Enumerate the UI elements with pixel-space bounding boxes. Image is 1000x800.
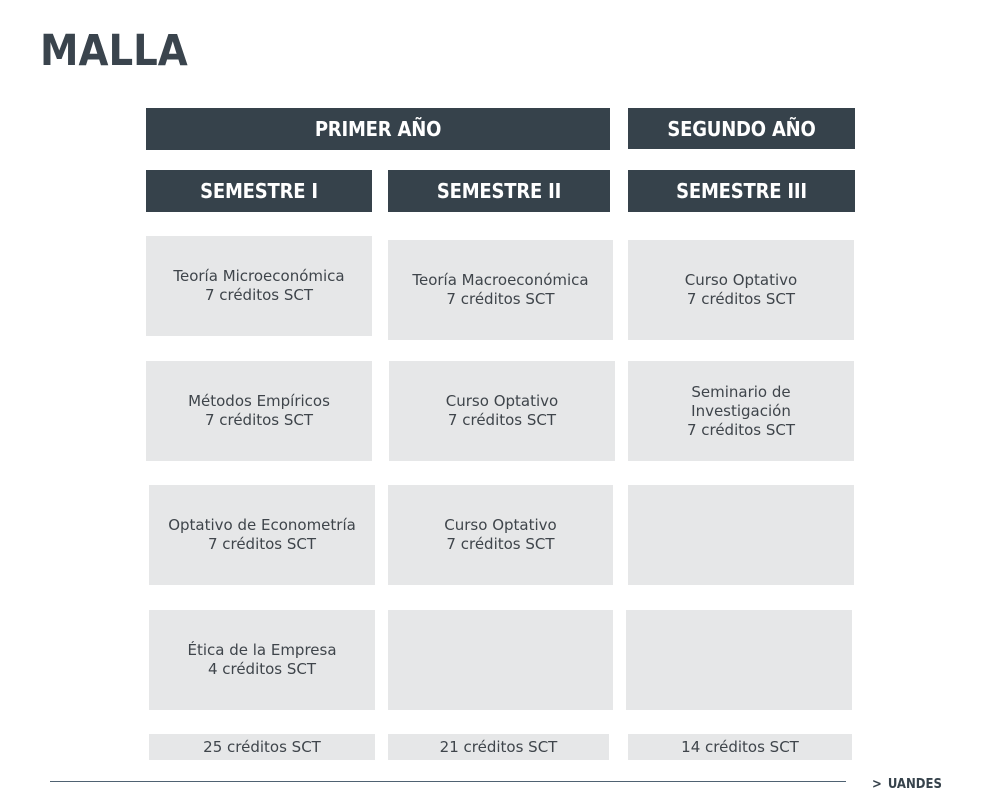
course-name: Curso Optativo <box>445 392 559 410</box>
page-title: MALLA <box>40 26 188 76</box>
course-text <box>687 383 795 440</box>
course-cell-empty <box>626 610 852 710</box>
semester-3-total: 14 créditos SCT <box>628 734 852 760</box>
course-credits: 7 créditos SCT <box>686 420 796 439</box>
course-cell <box>149 485 375 585</box>
course-name: Ética de la Empresa <box>187 641 337 659</box>
chevron-right-icon: > <box>872 776 882 792</box>
semester-1-total: 25 créditos SCT <box>149 734 375 760</box>
uandes-logo <box>872 775 942 793</box>
course-cell <box>628 240 854 340</box>
course-cell-empty <box>388 610 613 710</box>
course-text <box>685 271 797 309</box>
course-text <box>188 392 330 430</box>
course-text <box>412 271 588 309</box>
course-text <box>168 516 356 554</box>
first-year-header: PRIMER AÑO <box>146 108 610 150</box>
semester-1-header: SEMESTRE I <box>146 170 372 212</box>
course-cell <box>628 361 854 461</box>
course-name: Curso Optativo <box>444 516 557 534</box>
course-name: Seminario de <box>691 382 791 401</box>
course-credits: 7 créditos SCT <box>686 290 796 308</box>
course-name: Curso Optativo <box>684 271 798 289</box>
course-credits: 4 créditos SCT <box>207 660 317 678</box>
course-cell <box>388 240 613 340</box>
semester-2-total: 21 créditos SCT <box>388 734 609 760</box>
course-text <box>446 392 558 430</box>
course-credits: 7 créditos SCT <box>204 411 314 429</box>
course-cell-empty <box>628 485 854 585</box>
course-credits: 7 créditos SCT <box>446 535 555 553</box>
course-cell <box>389 361 615 461</box>
semester-3-header: SEMESTRE III <box>628 170 855 212</box>
course-text <box>173 267 344 305</box>
course-credits: 7 créditos SCT <box>207 535 317 553</box>
course-text <box>187 641 336 679</box>
course-name: Métodos Empíricos <box>188 392 330 410</box>
course-cell <box>149 610 375 710</box>
course-name: Teoría Microeconómica <box>173 267 345 285</box>
course-name: Optativo de Econometría <box>168 516 356 534</box>
course-name-continued: Investigación <box>691 401 791 420</box>
second-year-header: SEGUNDO AÑO <box>628 108 855 149</box>
course-text <box>444 516 556 554</box>
semester-2-header: SEMESTRE II <box>388 170 610 212</box>
course-cell <box>146 236 372 336</box>
brand-name: UANDES <box>887 776 942 792</box>
course-credits: 7 créditos SCT <box>446 290 555 308</box>
footer-divider <box>50 781 846 782</box>
course-credits: 7 créditos SCT <box>204 286 314 304</box>
course-credits: 7 créditos SCT <box>447 411 557 429</box>
course-cell <box>388 485 613 585</box>
course-cell <box>146 361 372 461</box>
course-name: Teoría Macroeconómica <box>412 271 589 289</box>
